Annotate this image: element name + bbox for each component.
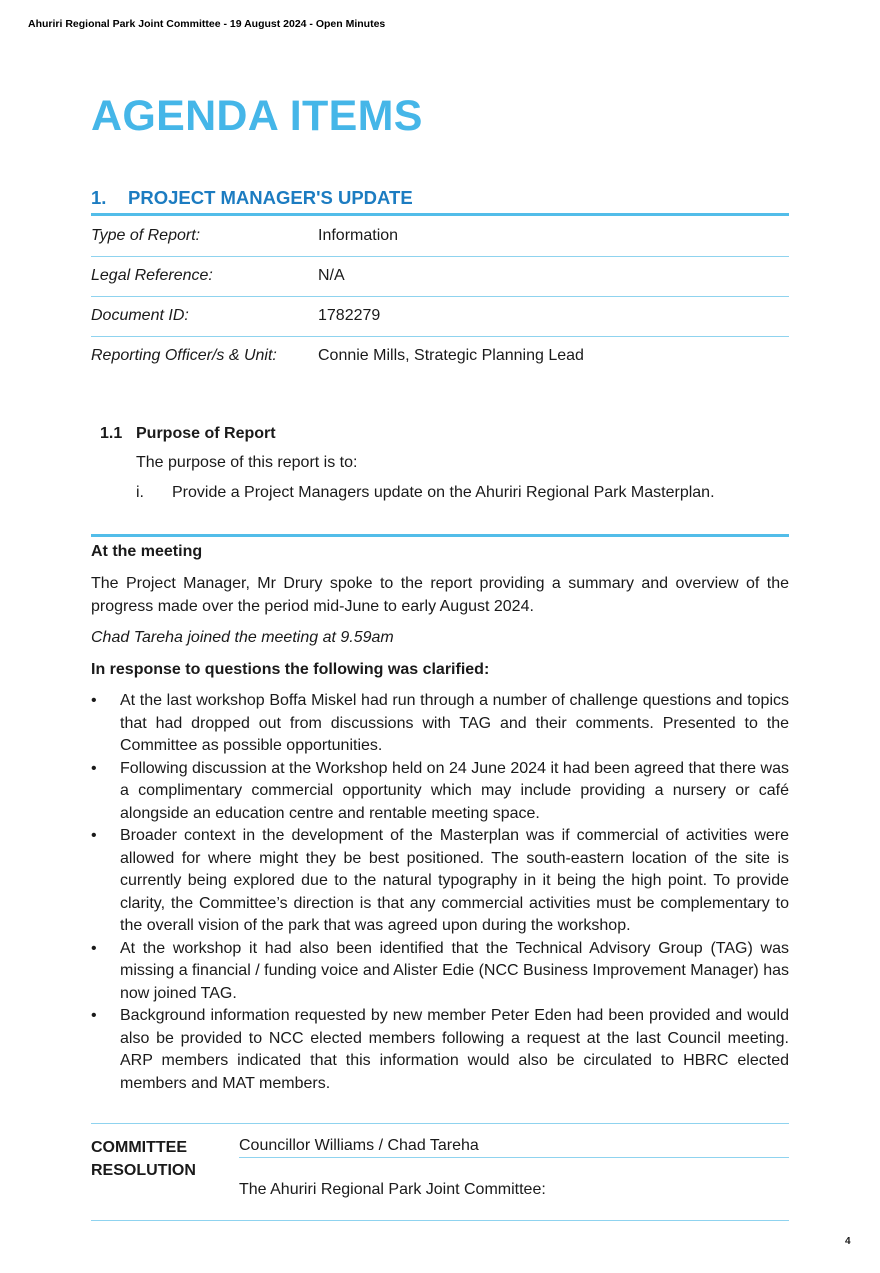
purpose-number: 1.1 xyxy=(100,425,123,442)
bullet-icon: • xyxy=(91,939,97,957)
purpose-heading xyxy=(100,425,276,443)
list-marker: i. xyxy=(136,484,144,501)
list-item: • At the workshop it had also been identified that the Technical Advisory Group (TAG) was missing a financial / funding voice and Alister Edie (NCC Business Improvement Manager) has now joined TAG. xyxy=(91,939,789,1002)
resolution-movers-rule xyxy=(239,1157,789,1158)
list-item: • Background information requested by new member Peter Eden had been provided and would also be provided to NCC elected members following a request at the last Council meeting. ARP members indicated that this information would also be circulated to HBRC elected members and MAT members. xyxy=(91,1007,789,1092)
meeting-note: Chad Tareha joined the meeting at 9.59am xyxy=(91,629,394,646)
meta-divider xyxy=(91,256,789,257)
resolution-text: The Ahuriri Regional Park Joint Committee: xyxy=(239,1181,546,1198)
section-heading xyxy=(91,187,789,209)
section-number: 1. xyxy=(91,187,107,208)
section-rule xyxy=(91,213,789,216)
meta-label: Type of Report: xyxy=(91,227,201,244)
meta-label: Legal Reference: xyxy=(91,267,213,284)
bullet-icon: • xyxy=(91,692,97,709)
clarified-list xyxy=(91,690,789,1095)
list-item: • At the last workshop Boffa Miskel had run through a number of challenge questions and topics that had dropped out from discussions with TAG and their comments. Presented to the Committee as possible opportunities. xyxy=(91,692,789,754)
resolution-label: COMMITTEE RESOLUTION xyxy=(91,1139,196,1179)
meta-value: N/A xyxy=(318,267,345,284)
purpose-list-item xyxy=(136,484,715,502)
resolution-top-rule xyxy=(91,1123,789,1124)
meta-value: Information xyxy=(318,227,399,244)
list-item: • Following discussion at the Workshop held on 24 June 2024 it had been agreed that there was a complimentary commercial opportunity which may include providing a nursery or café alongside an education centre and rentable meeting space. xyxy=(91,759,789,822)
meta-label: Document ID: xyxy=(91,307,189,324)
purpose-intro: The purpose of this report is to: xyxy=(136,454,358,471)
list-item-text: Provide a Project Managers update on the Ahuriri Regional Park Masterplan. xyxy=(172,484,715,501)
bullet-icon: • xyxy=(91,827,97,844)
meeting-heading: At the meeting xyxy=(91,543,203,560)
meta-label: Reporting Officer/s & Unit: xyxy=(91,347,277,364)
page-title: AGENDA ITEMS xyxy=(91,92,423,140)
meeting-summary: The Project Manager, Mr Drury spoke to the report providing a summary and overview of the progress made over the period mid-June to early August 2024. xyxy=(91,575,789,615)
list-item: • Broader context in the development of the Masterplan was if commercial of activities were allowed for where might they be best positioned. The south-eastern location of the site is currently being explored due to the natural typography in it being the high point. To provide clarity, the Committee’s direction is that any commercial activities must be complementary to the overall vision of the park that was agreed upon during the workshop. xyxy=(91,827,789,934)
meeting-rule xyxy=(91,534,789,537)
resolution-bottom-rule xyxy=(91,1220,789,1221)
purpose-title: Purpose of Report xyxy=(136,425,276,442)
meta-value: Connie Mills, Strategic Planning Lead xyxy=(318,347,584,364)
clarified-heading: In response to questions the following was clarified: xyxy=(91,661,490,678)
bullet-icon: • xyxy=(91,759,97,777)
meta-value: 1782279 xyxy=(318,307,381,324)
bullet-icon: • xyxy=(91,1007,97,1024)
running-header: Ahuriri Regional Park Joint Committee - 19 August 2024 - Open Minutes xyxy=(28,18,386,30)
meta-divider xyxy=(91,296,789,297)
page-number: 4 xyxy=(845,1236,851,1247)
resolution-movers: Councillor Williams / Chad Tareha xyxy=(239,1137,479,1154)
section-title: PROJECT MANAGER'S UPDATE xyxy=(128,187,413,208)
meta-divider xyxy=(91,336,789,337)
